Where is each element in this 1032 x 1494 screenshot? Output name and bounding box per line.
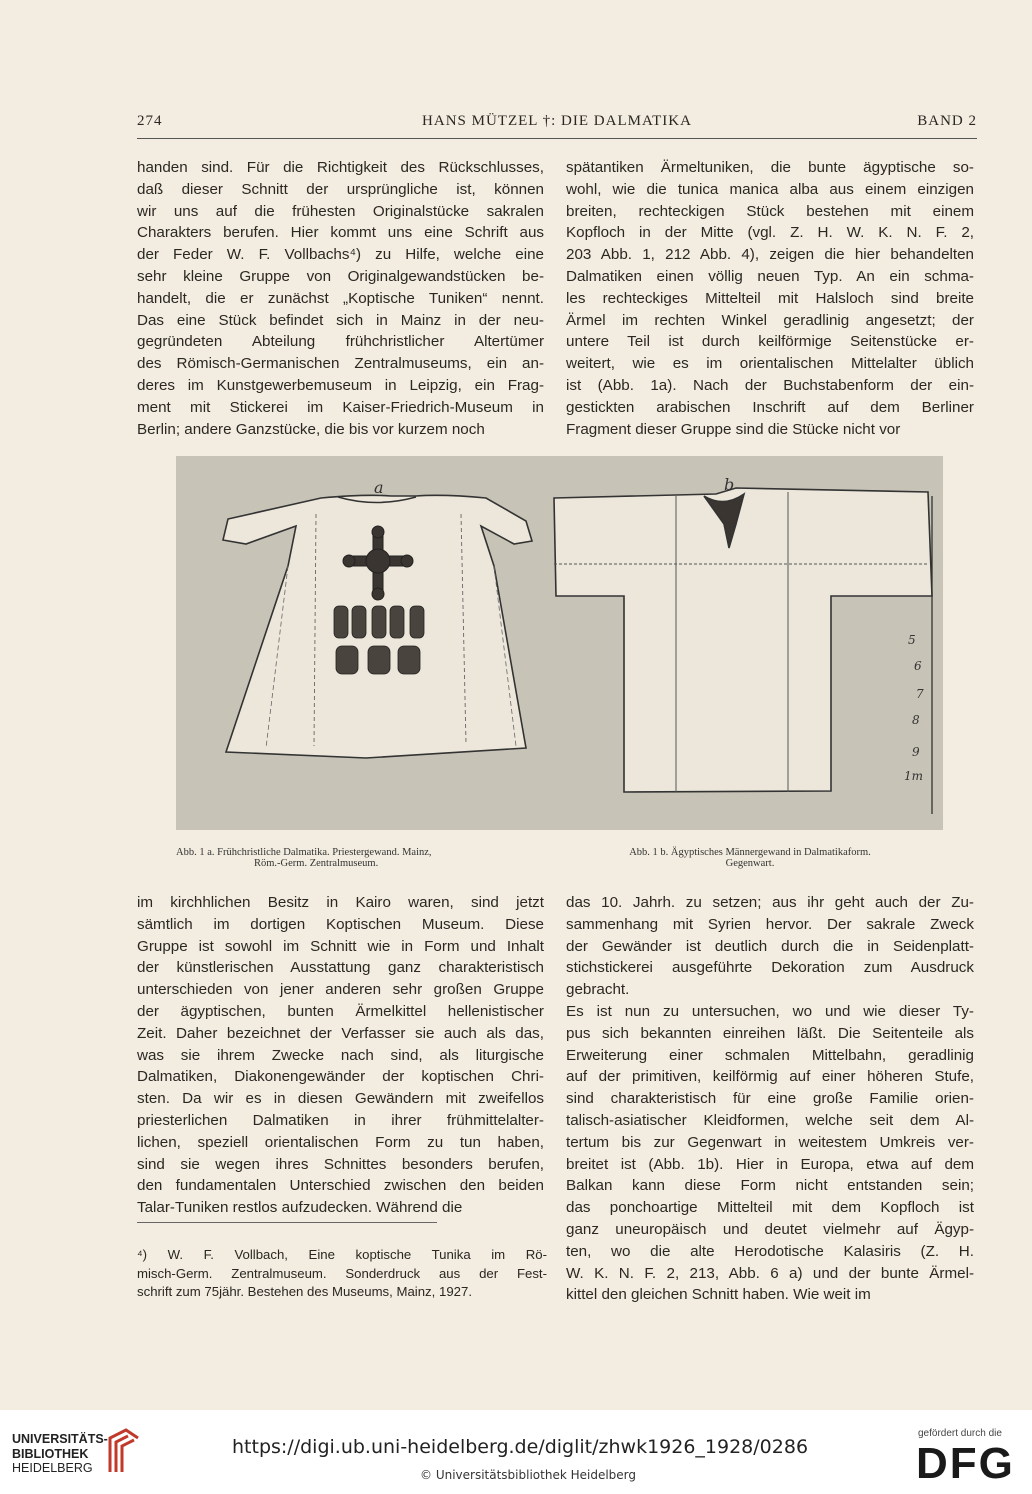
viewer-footer (0, 1410, 1032, 1494)
library-name-line2: BIBLIOTHEK (12, 1446, 89, 1461)
scale-mark-7: 7 (916, 687, 924, 701)
col2-top-line: breiten, rechteckigen Stück bestehen mit einem (566, 202, 974, 220)
col2-top-line: weitert, wie es im orientalischen Mittelalter üblich (566, 355, 974, 373)
running-header (137, 113, 977, 137)
col2-bottom-line: Erweiterung einer schmalen Mittelbahn, geradlinig (566, 1046, 974, 1064)
col1-bottom-line: sämtlich im dortigen Koptischen Museum. Diese (137, 915, 544, 933)
col1-bottom-line: der künstlerischen Ausstattung ganz charakteristisch (137, 959, 544, 977)
footnote (137, 1246, 547, 1302)
col2-bottom-line: W. K. N. F. 2, 213, Abb. 6 a) und der bunte Ärmel- (566, 1264, 974, 1282)
col2-bottom-line: sind charakteristisch für eine große Familie orien- (566, 1090, 974, 1108)
col2-bottom-line: kittel den gleichen Schnitt haben. Wie weit im (566, 1286, 871, 1304)
page-number: 274 (137, 113, 163, 129)
library-emblem-icon (106, 1428, 142, 1474)
figure-label-a: a (374, 478, 384, 497)
column-left-top (137, 157, 544, 440)
col1-top-line: sehr kleine Gruppe von Originalgewandstücken be- (137, 267, 544, 285)
scale-mark-5: 5 (908, 633, 916, 647)
col1-top-line: ment mit Stickerei im Kaiser-Friedrich-Museum in (137, 398, 544, 416)
volume-label: BAND 2 (917, 113, 977, 129)
col1-bottom-line: Zeit. Daher bezeichnet der Verfasser sie auch als das, (137, 1024, 544, 1042)
col1-bottom-line: was sie ihrem Zwecke nach sind, als liturgische (137, 1046, 544, 1064)
scale-mark-6: 6 (914, 659, 922, 673)
col1-top-line: des Römisch-Germanischen Zentralmuseums, ein an- (137, 355, 544, 373)
footnote-line: schrift zum 75jähr. Bestehen des Museums, Mainz, 1927. (137, 1284, 472, 1299)
col1-bottom-line: sten. Da wir es in diesen Gewändern mit zweifellos (137, 1090, 544, 1108)
caption-1a-line1: Abb. 1 a. Frühchristliche Dalmatika. Priestergewand. Mainz, (176, 847, 432, 858)
col2-top-line: Dalmatiken einen völlig neuen Typ. An ein schma- (566, 267, 974, 285)
col2-bottom-line: gebracht. (566, 981, 630, 999)
caption-fig-1a (176, 847, 556, 869)
copyright-notice: © Universitätsbibliothek Heidelberg (420, 1468, 637, 1482)
col1-top-line: Charakters berufen. Hier kommt uns eine Schrift aus (137, 224, 544, 242)
caption-1a-line2: Röm.-Germ. Zentralmuseum. (254, 858, 379, 869)
header-rule (137, 138, 977, 139)
garment-drawings (176, 456, 943, 830)
col1-top-line: handen sind. Für die Richtigkeit des Rückschlusses, (137, 159, 544, 176)
permalink-url[interactable]: https://digi.ub.uni-heidelberg.de/diglit/zhwk1926_1928/0286 (232, 1436, 809, 1458)
col2-top-line: ist (Abb. 1a). Nach der Buchstabenform der ein- (566, 376, 974, 394)
col1-bottom-line: im kirchhlichen Besitz in Kairo waren, sind jetzt (137, 894, 544, 911)
library-name-line1: UNIVERSITÄTS- (12, 1432, 108, 1446)
scale-mark-8: 8 (912, 713, 920, 727)
col1-bottom-line: priesterlichen Dalmatiken in ihrer frühmittelalter- (137, 1111, 544, 1129)
col1-bottom-line: der ägyptischen, bunten Ärmelkittel hellenistischer (137, 1002, 544, 1020)
col1-bottom-line: den fundamentalen Unterschied zwischen den beiden (137, 1177, 544, 1195)
running-title: HANS MÜTZEL †: DIE DALMATIKA (422, 113, 692, 129)
funding-label: gefördert durch die (918, 1428, 1002, 1439)
col2-bottom-line: pus sich bekannten einreihen läßt. Die Seitenteile als (566, 1024, 974, 1042)
library-name-line3: HEIDELBERG (12, 1461, 93, 1475)
caption-fig-1b (585, 847, 915, 869)
tunic-drawing (554, 488, 932, 792)
col2-bottom-line: der Gewänder ist deutlich durch die in Seidenplatt- (566, 937, 974, 955)
col2-bottom-line: tertum bis zur Gegenwart in weitestem Umkreis ver- (566, 1133, 974, 1151)
col2-bottom-line: ten, wo die alte Herodotische Kalasiris (Z. H. (566, 1242, 974, 1260)
col2-top-line: Ärmel im rechten Winkel geradlinig angesetzt; der (566, 311, 974, 329)
col1-bottom-line: lichen, speziell orientalischen Form zu tun haben, (137, 1133, 544, 1151)
col2-bottom-line: Balkan kann diese Form nicht entstanden sein; (566, 1177, 974, 1195)
library-logo[interactable] (12, 1432, 108, 1476)
dfg-logo[interactable]: DFG (916, 1439, 1015, 1488)
footnote-line: ⁴) W. F. Vollbach, Eine koptische Tunika im Rö- (137, 1247, 547, 1262)
col1-top-line: der Feder W. F. Vollbachs⁴) zu Hilfe, welche eine (137, 246, 544, 264)
column-left-bottom (137, 892, 544, 1219)
col1-bottom-line: Talar-Tuniken restlos aufzudecken. Während die (137, 1199, 463, 1217)
col1-bottom-line: sind sie wegen ihres Schnittes besonders berufen, (137, 1155, 544, 1173)
caption-1b-line2: Gegenwart. (725, 858, 775, 869)
col2-top-line: wohl, wie die tunica manica alba aus einem einzigen (566, 180, 974, 198)
col2-bottom-line: das 10. Jahrh. zu setzen; aus ihr geht auch der Zu- (566, 894, 974, 911)
col1-top-line: deres im Kunstgewerbemuseum in Leipzig, ein Frag- (137, 376, 544, 394)
col1-top-line: Das eine Stück befindet sich in Mainz in der neu- (137, 311, 544, 329)
col2-top-line: 203 Abb. 1, 212 Abb. 4), zeigen die hier behandelten (566, 246, 974, 264)
footnote-line: misch-Germ. Zentralmuseum. Sonderdruck aus der Fest- (137, 1265, 547, 1281)
col2-top-line: gestickten arabischen Inschrift auf dem Berliner (566, 398, 974, 416)
scale-mark-1m: 1m (904, 769, 924, 783)
col2-bottom-line: talisch-asiatischer Kleidformen, welche seit dem Al- (566, 1111, 974, 1129)
col1-bottom-line: Dalmatiken, Diakonengewänder der koptischen Chri- (137, 1068, 544, 1086)
col2-bottom-line: auf der primitiven, keilförmig auf einer höheren Stufe, (566, 1068, 974, 1086)
col1-top-line: wir uns auf die frühesten Originalstücke sakralen (137, 202, 544, 220)
figure-label-b: b (724, 475, 735, 494)
column-right-top (566, 157, 974, 440)
figure-garments (176, 456, 943, 830)
col1-bottom-line: unterschieden von jener anderen sehr großen Gruppe (137, 981, 544, 999)
col2-top-line: spätantiken Ärmeltuniken, die bunte ägyptische so- (566, 159, 974, 176)
col2-top-line: untere Teil ist durch keilförmige Seitenstücke er- (566, 333, 974, 351)
footnote-rule (137, 1222, 437, 1223)
col2-bottom-line: breitet ist (Abb. 1b). Hier in Europa, etwa auf dem (566, 1155, 974, 1173)
col2-top-line: Kopfloch in der Mitte (vgl. Z. H. W. K. N. F. 2, (566, 224, 974, 242)
col2-bottom-line: stichstickerei ausgeführte Dekoration zum Ausdruck (566, 959, 974, 977)
col2-top-line: Fragment dieser Gruppe sind die Stücke nicht vor (566, 420, 901, 438)
col2-bottom-line: sammenhang mit Syrien hervor. Der sakrale Zweck (566, 915, 974, 933)
col1-top-line: gegründeten Abteilung frühchristlicher Altertümer (137, 333, 544, 351)
col1-top-line: daß dieser Schnitt der ursprüngliche ist, können (137, 180, 544, 198)
caption-1b-line1: Abb. 1 b. Ägyptisches Männergewand in Dalmatikaform. (629, 847, 871, 858)
col2-bottom-line: Es ist nun zu untersuchen, wo und wie dieser Ty- (566, 1002, 974, 1020)
scale-mark-9: 9 (912, 745, 920, 759)
col1-top-line: Berlin; andere Ganzstücke, die bis vor kurzem noch (137, 420, 485, 438)
col2-bottom-line: das ponchoartige Mittelteil mit dem Kopfloch ist (566, 1199, 974, 1217)
col2-top-line: les rechteckiges Mittelteil mit Halsloch sind breite (566, 289, 974, 307)
col1-top-line: handelt, die er zunächst „Koptische Tuniken“ nennt. (137, 289, 544, 307)
col2-bottom-line: ganz uneuropäisch und deutet vielmehr auf Ägyp- (566, 1220, 974, 1238)
col1-bottom-line: Gruppe ist sowohl im Schnitt wie in Form und Inhalt (137, 937, 544, 955)
column-right-bottom (566, 892, 974, 1306)
